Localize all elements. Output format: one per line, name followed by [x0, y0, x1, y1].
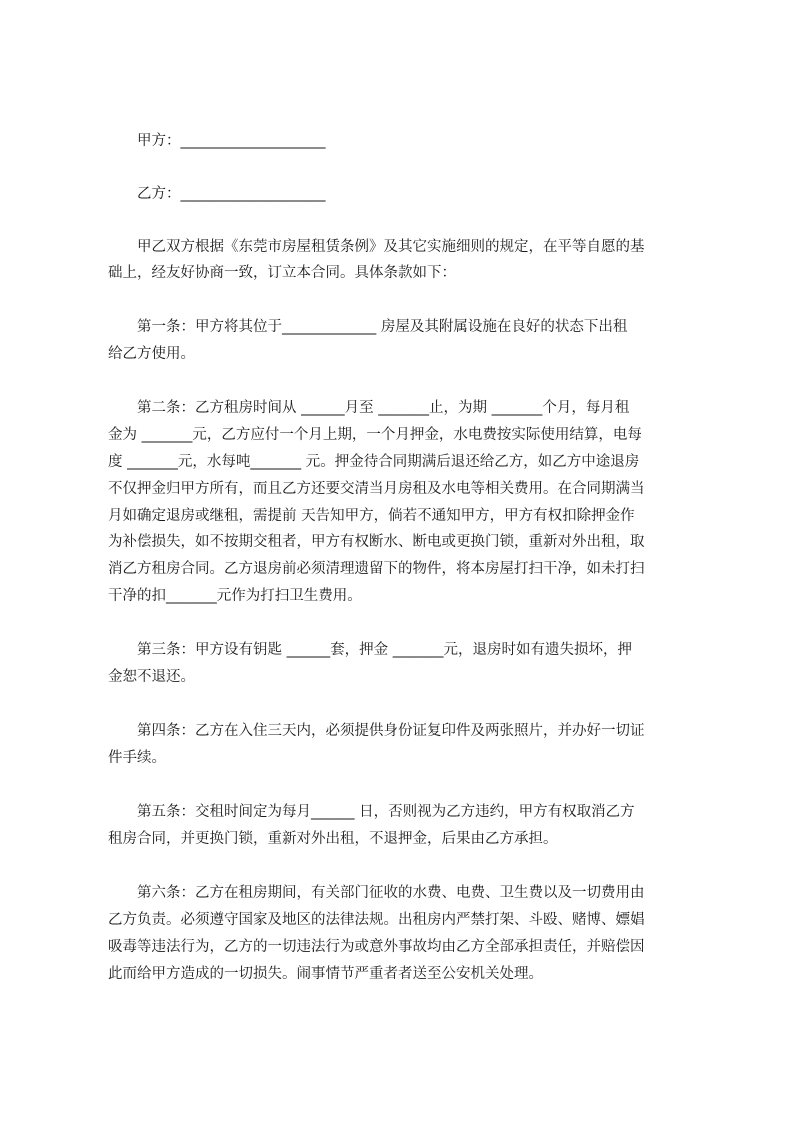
article-4-line: 第四条：乙方在入住三天内，必须提供身份证复印件及两张照片，并办好一切证 — [137, 723, 645, 739]
article-1-line: 第一条：甲方将其位于_____________ 房屋及其附属设施在良好的状态下出租 — [137, 319, 628, 335]
article-2-line: 为补偿损失，如不按期交租者，甲方有权断水、断电或更换门锁，重新对外出租，取 — [108, 534, 645, 550]
article-6-line: 第六条：乙方在租房期间，有关部门征收的水费、电费、卫生费以及一切费用由 — [137, 885, 645, 901]
article-2-line: 消乙方租房合同。乙方退房前必须清理遗留下的物件，将本房屋打扫干净，如未打扫 — [108, 561, 645, 577]
party-a-line: 甲方：____________________ — [137, 133, 326, 149]
article-2-line: 第二条：乙方租房时间从 ______月至 _______止，为期 _______个月，每月租 — [137, 400, 630, 416]
article-6-line: 乙方负责。必须遵守国家及地区的法律法规。出租房内严禁打架、斗殴、赌博、嫖娼 — [108, 912, 645, 928]
article-3-line: 金恕不退还。 — [108, 669, 195, 685]
article-5-line: 第五条：交租时间定为每月______ 日，否则视为乙方违约，甲方有权取消乙方 — [137, 804, 635, 820]
party-b-line: 乙方：____________________ — [137, 186, 326, 202]
preamble-line: 础上，经友好协商一致，订立本合同。具体条款如下： — [108, 265, 456, 281]
article-2-line: 干净的扣_______元作为打扫卫生费用。 — [108, 588, 362, 604]
article-2-line: 不仅押金归甲方所有，而且乙方还要交清当月房租及水电等相关费用。在合同期满当 — [108, 481, 645, 497]
article-2-line: 月如确定退房或继租，需提前 天告知甲方，倘若不通知甲方，甲方有权扣除押金作 — [108, 508, 635, 524]
article-1-line: 给乙方使用。 — [108, 346, 195, 362]
article-5-line: 租房合同，并更换门锁，重新对外出租，不退押金，后果由乙方承担。 — [108, 831, 558, 847]
article-2-line: 金为 _______元，乙方应付一个月上期，一个月押金，水电费按实际使用结算，电每 — [108, 427, 642, 443]
preamble-line: 甲乙双方根据《东莞市房屋租赁条例》及其它实施细则的规定，在平等自愿的基 — [137, 239, 645, 255]
article-6-line: 此而给甲方造成的一切损失。闹事情节严重者者送至公安机关处理。 — [108, 966, 543, 982]
article-3-line: 第三条：甲方设有钥匙 ______套，押金 _______元，退房时如有遗失损坏，押 — [137, 642, 632, 658]
article-6-line: 吸毒等违法行为，乙方的一切违法行为或意外事故均由乙方全部承担责任，并赔偿因 — [108, 939, 645, 955]
article-2-line: 度 _______元，水每吨_______ 元。押金待合同期满后退还给乙方，如乙方中途退房 — [108, 454, 640, 470]
article-4-line: 件手续。 — [108, 750, 166, 766]
